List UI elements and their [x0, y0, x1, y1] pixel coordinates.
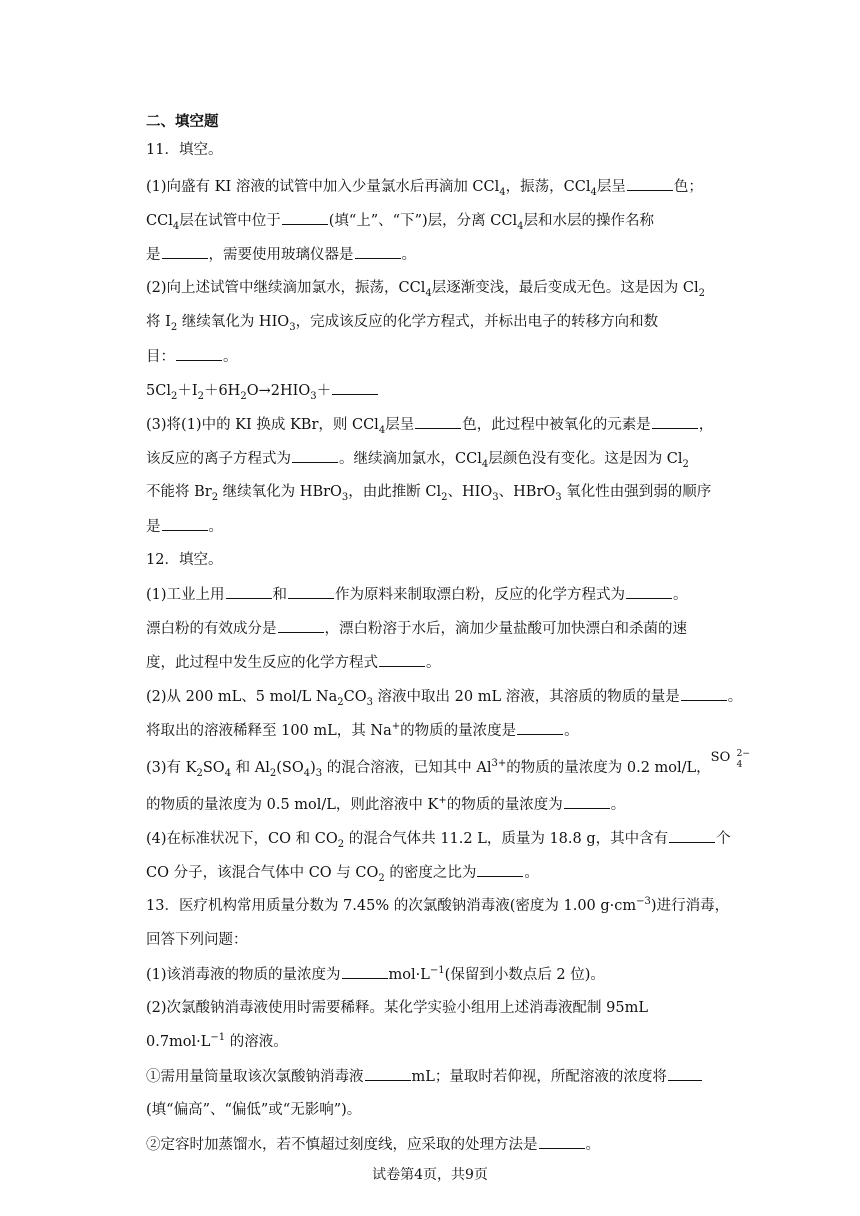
q13-line6: (填“偏高”、“偏低”或“无影响”)。	[146, 1102, 362, 1118]
q13-line5: ①需用量筒量取该次氯酸钠消毒液 mL；量取时若仰视，所配溶液的浓度将	[146, 1066, 720, 1087]
q11-line3: 是 ，需要使用玻璃仪器是 。	[146, 244, 720, 265]
q12-line6: (3)有 $K_2SO_4$ 和 $Al_2(SO_4)_3$ 的混合溶液，已知其中 $Al^{3+}$的物质的量浓度为 0.2 mol/L， SO 2− 4	[146, 749, 750, 779]
answer-blank[interactable]	[292, 448, 338, 463]
q11-line11: 是 。	[146, 516, 720, 537]
answer-blank[interactable]	[627, 176, 673, 191]
q11-line10: 不能将 $Br_2$ 继续氧化为 HBrO$_3$，由此推断 $Cl_2$、$HIO_3$、HBrO$_3$ 氧化性由强到弱的顺序	[146, 484, 712, 503]
answer-blank[interactable]	[626, 584, 672, 599]
answer-blank[interactable]	[162, 516, 208, 531]
q11-equation: $5Cl_2+I_2+6H_2O\to 2HIO_3+$	[146, 380, 720, 401]
q11-line1: (1)向盛有 KI 溶液的试管中加入少量氯水后再滴加 CCl$_4$，振荡，CCl$_4$层呈 色；	[146, 176, 720, 197]
answer-blank[interactable]	[669, 828, 715, 843]
answer-blank[interactable]	[342, 964, 388, 979]
sulfate-ion: SO 2− 4	[710, 749, 750, 770]
answer-blank[interactable]	[379, 652, 425, 667]
q12-line9: CO 分子，该混合气体中 CO 与 $CO_2$ 的密度之比为 。	[146, 862, 720, 883]
q11-line8: (3)将(1)中的 KI 换成 KBr，则 CCl$_4$层呈 色，此过程中被氧化的元素是 ，	[146, 414, 720, 435]
q13-line3: (2)次氯酸钠消毒液使用时需要稀释。某化学实验小组用上述消毒液配制 95mL	[146, 1000, 648, 1016]
answer-blank[interactable]	[176, 346, 222, 361]
answer-blank[interactable]	[278, 618, 324, 633]
q11-line4: (2)向上述试管中继续滴加氯水，振荡，CCl$_4$层逐渐变浅，最后变成无色。这是因为 $Cl_2$	[146, 280, 705, 299]
q12-line4: (2)从 200 mL、5 mol/L $Na_2CO_3$ 溶液中取出 20 mL 溶液，其溶质的物质的量是 。	[146, 686, 720, 707]
answer-blank[interactable]	[365, 1066, 411, 1081]
q12-line2: 漂白粉的有效成分是 ，漂白粉溶于水后，滴加少量盐酸可加快漂白和杀菌的速	[146, 618, 720, 639]
answer-blank[interactable]	[332, 380, 378, 395]
answer-blank[interactable]	[288, 584, 334, 599]
q11-heading: 11．填空。	[146, 142, 223, 158]
q13-line2: (1)该消毒液的物质的量浓度为 $mol\cdot L^{-1}$(保留到小数点后 2 位)。	[146, 965, 605, 983]
q13-line4: $0.7mol\cdot L^{-1}$ 的溶液。	[146, 1032, 288, 1050]
q12-line3: 度，此过程中发生反应的化学方程式 。	[146, 652, 720, 673]
answer-blank[interactable]	[415, 414, 461, 429]
answer-blank[interactable]	[539, 1134, 585, 1149]
q11-line9: 该反应的离子方程式为 。继续滴加氯水，CCl$_4$层颜色没有变化。这是因为 $Cl_2$	[146, 448, 720, 469]
q13-line7: ②定容时加蒸馏水，若不慎超过刻度线，应采取的处理方法是 。	[146, 1134, 720, 1155]
q11-line2: CCl$_4$层在试管中位于 (填“上”、“下”)层，分离 CCl$_4$层和水层的操作名称	[146, 210, 720, 231]
q13-line1: 回答下列问题：	[146, 932, 248, 948]
q11-line6: 目： 。	[146, 346, 720, 367]
answer-blank[interactable]	[282, 210, 328, 225]
answer-blank[interactable]	[162, 244, 208, 259]
answer-blank[interactable]	[668, 1066, 702, 1081]
q11-line5: 将 $I_2$ 继续氧化为 $HIO_3$，完成该反应的化学方程式，并标出电子的转移方向和数	[146, 314, 659, 333]
q12-line5: 将取出的溶液稀释至 100 mL，其 Na+的物质的量浓度是 。	[146, 721, 579, 739]
answer-blank[interactable]	[681, 686, 727, 701]
page-footer: 试卷第4页，共9页	[372, 1167, 488, 1183]
answer-blank[interactable]	[564, 794, 610, 809]
answer-blank[interactable]	[226, 584, 272, 599]
answer-blank[interactable]	[355, 244, 401, 259]
answer-blank[interactable]	[517, 720, 563, 735]
q12-line8: (4)在标准状况下，CO 和 $CO_2$ 的混合气体共 11.2 L，质量为 18.8 g，其中含有 个	[146, 828, 720, 849]
q13-line0: 13．医疗机构常用质量分数为 7.45% 的次氯酸钠消毒液(密度为 1.00 $g\cdot cm^{-3}$)进行消毒，	[146, 896, 730, 914]
q12-heading: 12．填空。	[146, 552, 223, 568]
section-title: 二、填空题	[146, 113, 219, 130]
answer-blank[interactable]	[477, 862, 523, 877]
q12-line7: 的物质的量浓度为 0.5 mol/L，则此溶液中 K+的物质的量浓度为 。	[146, 795, 626, 813]
q12-line1: (1)工业上用 和 作为原料来制取漂白粉，反应的化学方程式为 。	[146, 584, 720, 605]
answer-blank[interactable]	[652, 414, 698, 429]
